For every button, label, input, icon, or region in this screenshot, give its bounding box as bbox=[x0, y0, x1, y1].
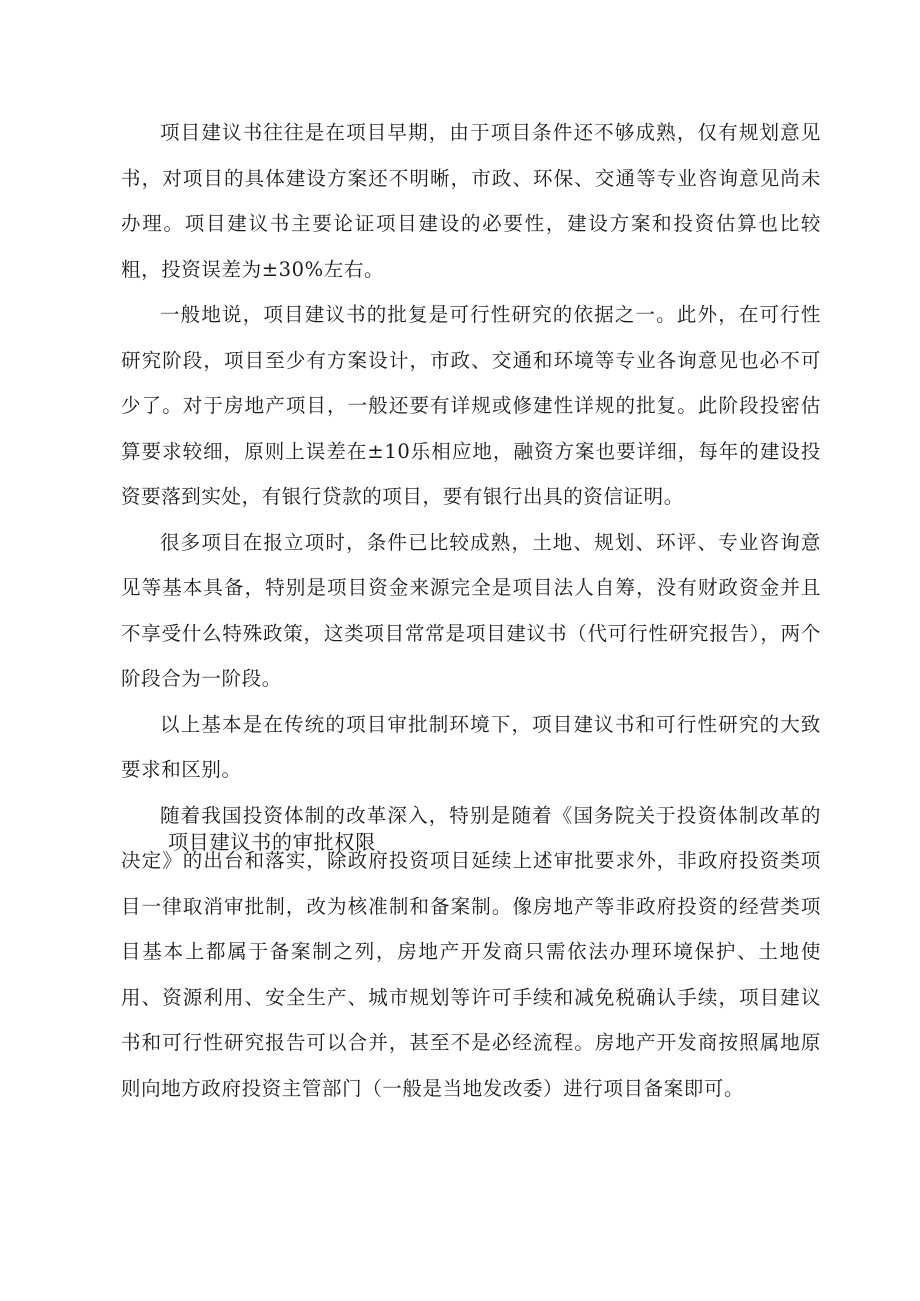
paragraph-combined-stages: 很多项目在报立项时，条件已比较成熟，土地、规划、环评、专业咨询意见等基本具备，特别是项目资金来源完全是项目法人自筹，没有财政资金并且不享受什么特殊政策，这类项目常常是项目建议书（代可行性研究报告），两个阶段合为一阶段。 bbox=[121, 530, 821, 690]
section-heading-approval-authority: 项目建议书的审批权限 bbox=[168, 830, 376, 854]
paragraph-proposal-stage: 项目建议书往往是在项目早期，由于项目条件还不够成熟，仅有规划意见书，对项目的具体建设方案还不明晰，市政、环保、交通等专业咨询意见尚未办理。项目建议书主要论证项目建设的必要性，建设方案和投资估算也比较粗，投资误差为±30%左右。 bbox=[121, 121, 821, 281]
document-body bbox=[121, 110, 821, 1111]
paragraph-feasibility-basis: 一般地说，项目建议书的批复是可行性研究的依据之一。此外，在可行性研究阶段，项目至少有方案设计，市政、交通和环境等专业各询意见也必不可少了。对于房地产项目，一般还要有详规或修建性详规的批复。此阶段投密估算要求较细，原则上误差在±10乐相应地，融资方案也要详细，每年的建设投资要落到实处，有银行贷款的项目，要有银行出具的资信证明。 bbox=[121, 303, 821, 508]
paragraph-investment-reform: 随着我国投资体制的改革深入，特别是随着《国务院关于投资体制改革的决定》的出台和落实，除政府投资项目延续上述审批要求外，非政府投资类项目一律取消审批制，改为核准制和备案制。像房地产等非政府投资的经营类项目基本上都属于备案制之列，房地产开发商只需依法办理环境保护、土地使用、资源利用、安全生产、城市规划等许可手续和减免税确认手续，项目建议书和可行性研究报告可以合并，甚至不是必经流程。房地产开发商按照属地原则向地方政府投资主管部门（一般是当地发改委）进行项目备案即可。 bbox=[121, 803, 821, 1100]
paragraph-traditional-summary: 以上基本是在传统的项目审批制环境下，项目建议书和可行性研究的大致要求和区别。 bbox=[121, 712, 821, 781]
